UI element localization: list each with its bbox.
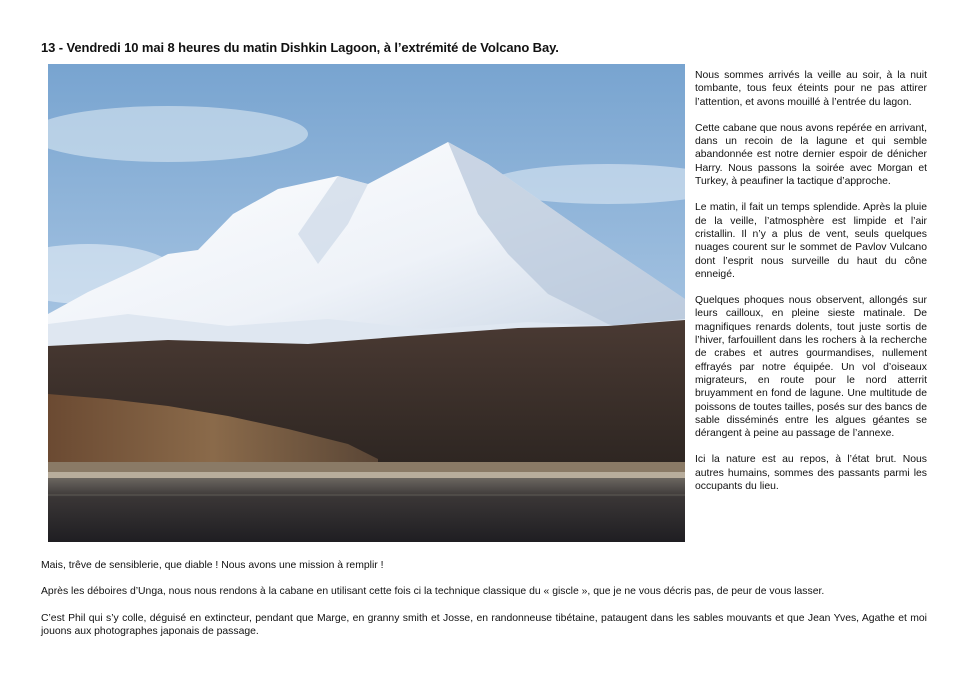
bottom-paragraph: Mais, trêve de sensiblerie, que diable ! Nous avons une mission à remplir ! — [41, 560, 384, 571]
side-paragraph: Quelques phoques nous observent, allongés sur leurs cailloux, en pleine sieste matinale. De magnifiques renards dolents, tout juste sortis de l’hiver, farfouillent dans les rochers à la recherche de crabes et autres gourmandises, nullement effrayés par notre équipée. Un vol d’oiseaux migrateurs, en route pour le nord atterrit bruyamment en fond de lagune. Une multitude de poissons de toutes tailles, posés sur des bancs de sable disséminés entre les algues géantes se dérangent à peine au passage de l’annexe. — [695, 295, 927, 440]
side-paragraph: Le matin, il fait un temps splendide. Après la pluie de la veille, l’atmosphère est limpide et l’air cristallin. Il n’y a plus de vent, seuls quelques nuages courent sur le sommet de Pavlov Vulcano dont l’esprit nous surveille du haut du cône enneigé. — [695, 202, 927, 280]
side-paragraph: Cette cabane que nous avons repérée en arrivant, dans un recoin de la lagune et qui semble abandonnée est notre dernier espoir de dénicher Harry. Nous passons la soirée avec Morgan et Turkey, à peaufiner la tactique d’approche. — [695, 122, 927, 188]
bottom-paragraph: C’est Phil qui s’y colle, déguisé en extincteur, pendant que Marge, en granny smith et Josse, en randonneuse tibétaine, pataugent dans les sables mouvants et que Jean Yves, Agathe et moi jouons aux photographes japonais de passage. — [41, 612, 927, 637]
bottom-paragraph: Après les déboires d’Unga, nous nous rendons à la cabane en utilisant cette fois ci la technique classique du « giscle », que je ne vous décris pas, de peur de vous lasser. — [41, 586, 825, 598]
bottom-text — [41, 559, 927, 651]
side-paragraph: Ici la nature est au repos, à l’état brut. Nous autres humains, sommes des passants parmi les occupants du lieu. — [695, 454, 927, 493]
volcano-photo — [48, 64, 685, 542]
side-paragraph: Nous sommes arrivés la veille au soir, à la nuit tombante, tous feux éteints pour ne pas attirer l’attention, et avons mouillé à l’entrée du lagon. — [695, 70, 927, 108]
side-column-text — [695, 69, 927, 506]
page-title: 13 - Vendredi 10 mai 8 heures du matin Dishkin Lagoon, à l’extrémité de Volcano Bay. — [41, 40, 559, 55]
